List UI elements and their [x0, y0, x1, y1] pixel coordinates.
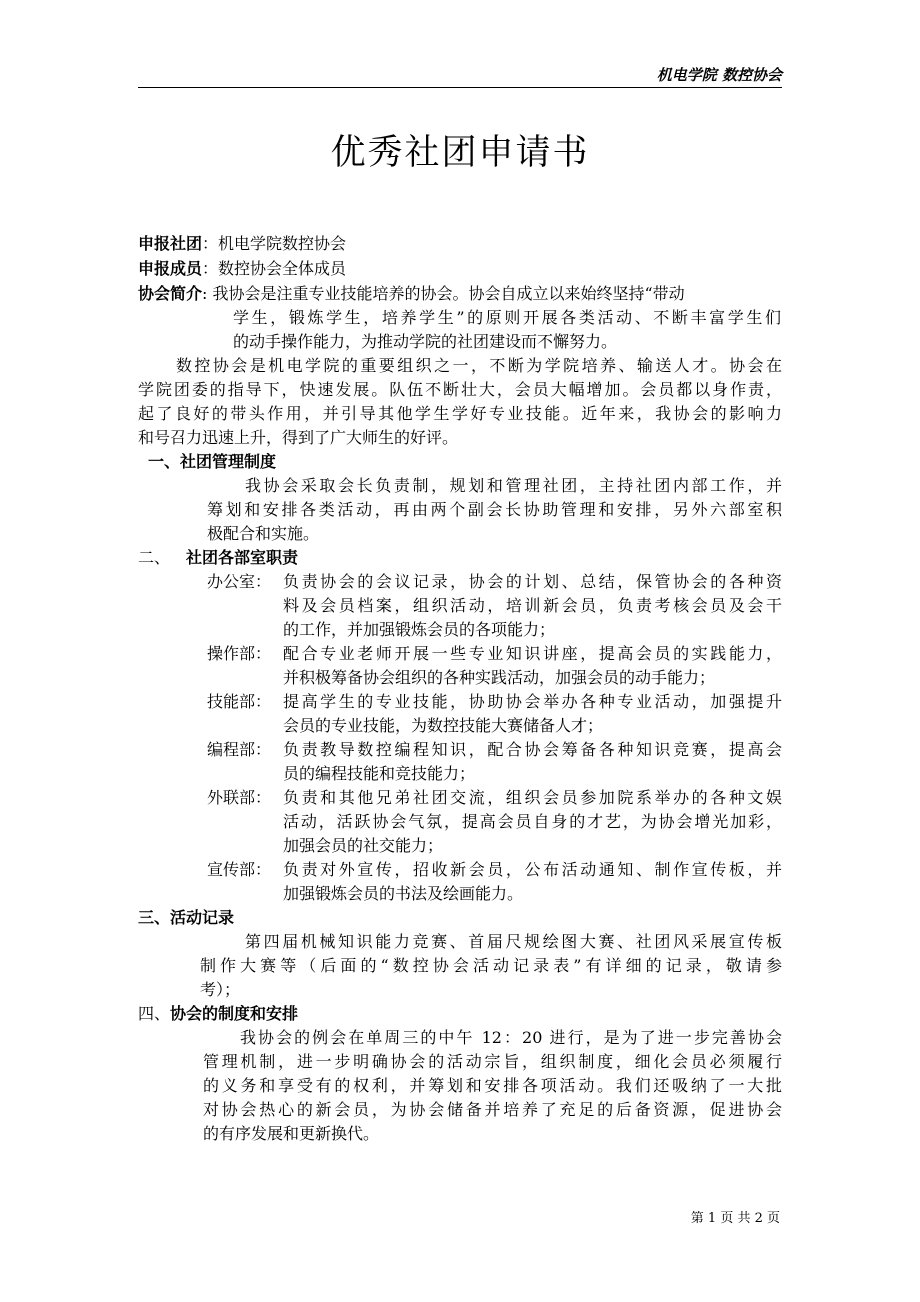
intro-label: 协会简介 — [138, 284, 203, 303]
dept-line: 加强会员的社交能力； — [283, 836, 444, 855]
dept-line: 的工作，并加强锻炼会员的各项能力； — [283, 620, 556, 639]
dept-name: 外联部： — [207, 788, 272, 807]
section-line: 的义务和享受有的权利，并筹划和安排各项活动。我们还吸纳了一大批 — [203, 1076, 782, 1095]
member-value: ：数控协会全体成员 — [202, 259, 347, 278]
section-line: 第四届机械知识能力竞赛、首届尺规绘图大赛、社团风采展宣传板 — [245, 932, 782, 951]
dept-name: 办公室： — [207, 572, 272, 591]
dept-line: 负责对外宣传，招收新会员，公布活动通知、制作宣传板，并 — [283, 860, 782, 879]
dept-line: 料及会员档案，组织活动，培训新会员，负责考核会员及会干 — [283, 596, 782, 615]
para-line: 数控协会是机电学院的重要组织之一，不断为学院培养、输送人才。协会在 — [176, 356, 782, 375]
dept-line: 负责教导数控编程知识，配合协会筹备各种知识竞赛，提高会 — [283, 740, 782, 759]
dept-line: 提高学生的专业技能，协助协会举办各种专业活动，加强提升 — [283, 692, 782, 711]
member-label: 申报成员 — [138, 259, 203, 278]
dept-name: 编程部： — [207, 740, 272, 759]
section-heading-row — [138, 1002, 298, 1026]
section-number: 二、 — [138, 548, 171, 567]
document-title: 优秀社团申请书 — [330, 133, 590, 173]
section-heading: 三、活动记录 — [138, 908, 235, 927]
section-heading: 社团各部室职责 — [186, 548, 299, 567]
section-number: 四、 — [138, 1004, 171, 1023]
dept-line: 并积极筹备协会组织的各种实践活动，加强会员的动手能力； — [283, 668, 716, 687]
section-line: 我协会的例会在单周三的中午 12：20 进行，是为了进一步完善协会 — [240, 1028, 782, 1047]
section-heading: 一、社团管理制度 — [148, 452, 277, 471]
page-number: 第 1 页 共 2 页 — [690, 1211, 780, 1226]
section-line: 对协会热心的新会员，为协会储备并培养了充足的后备资源，促进协会 — [203, 1100, 782, 1119]
dept-name: 操作部： — [207, 644, 272, 663]
para-line: 起了良好的带头作用，并引导其他学生学好专业技能。近年来，我协会的影响力 — [138, 404, 782, 423]
intro-line: : 我协会是注重专业技能培养的协会。协会自成立以来始终坚持“带动 — [202, 284, 685, 303]
club-row — [138, 232, 346, 256]
intro-line: 学生，锻炼学生，培养学生”的原则开展各类活动、不断丰富学生们 — [233, 308, 781, 327]
section-line: 的有序发展和更新换代。 — [203, 1124, 380, 1143]
dept-line: 加强锻炼会员的书法及绘画能力。 — [283, 884, 524, 903]
section-line: 我协会采取会长负责制，规划和管理社团，主持社团内部工作，并 — [245, 476, 782, 495]
intro-row — [138, 282, 685, 306]
dept-line: 员的编程技能和竞技能力； — [283, 764, 476, 783]
dept-name: 技能部： — [207, 692, 272, 711]
para-line: 和号召力迅速上升，得到了广大师生的好评。 — [138, 428, 459, 447]
section-line: 考）； — [200, 980, 241, 999]
club-value: ：机电学院数控协会 — [202, 234, 347, 253]
club-label: 申报社团 — [138, 234, 203, 253]
section-heading-row — [138, 546, 298, 570]
section-line: 制作大赛等（后面的“数控协会活动记录表”有详细的记录，敬请参 — [200, 956, 782, 975]
dept-line: 负责和其他兄弟社团交流，组织会员参加院系举办的各种文娱 — [283, 788, 782, 807]
header-org: 机电学院 数控协会 — [656, 66, 782, 84]
dept-line: 配合专业老师开展一些专业知识讲座，提高会员的实践能力， — [283, 644, 782, 663]
header-rule — [138, 87, 782, 88]
section-line: 管理机制，进一步明确协会的活动宗旨，组织制度，细化会员必须履行 — [203, 1052, 782, 1071]
intro-line: 的动手操作能力，为推动学院的社团建设而不懈努力。 — [233, 332, 618, 351]
section-line: 极配合和实施。 — [207, 524, 320, 543]
dept-line: 会员的专业技能，为数控技能大赛储备人才； — [283, 716, 604, 735]
dept-line: 负责协会的会议记录，协会的计划、总结，保管协会的各种资 — [283, 572, 782, 591]
para-line: 学院团委的指导下，快速发展。队伍不断壮大，会员大幅增加。会员都以身作责， — [138, 380, 782, 399]
dept-line: 活动，活跃协会气氛，提高会员自身的才艺，为协会增光加彩， — [283, 812, 782, 831]
section-heading: 协会的制度和安排 — [170, 1004, 299, 1023]
member-row — [138, 257, 346, 281]
dept-name: 宣传部： — [207, 860, 272, 879]
section-line: 筹划和安排各类活动，再由两个副会长协助管理和安排，另外六部室积 — [207, 500, 782, 519]
